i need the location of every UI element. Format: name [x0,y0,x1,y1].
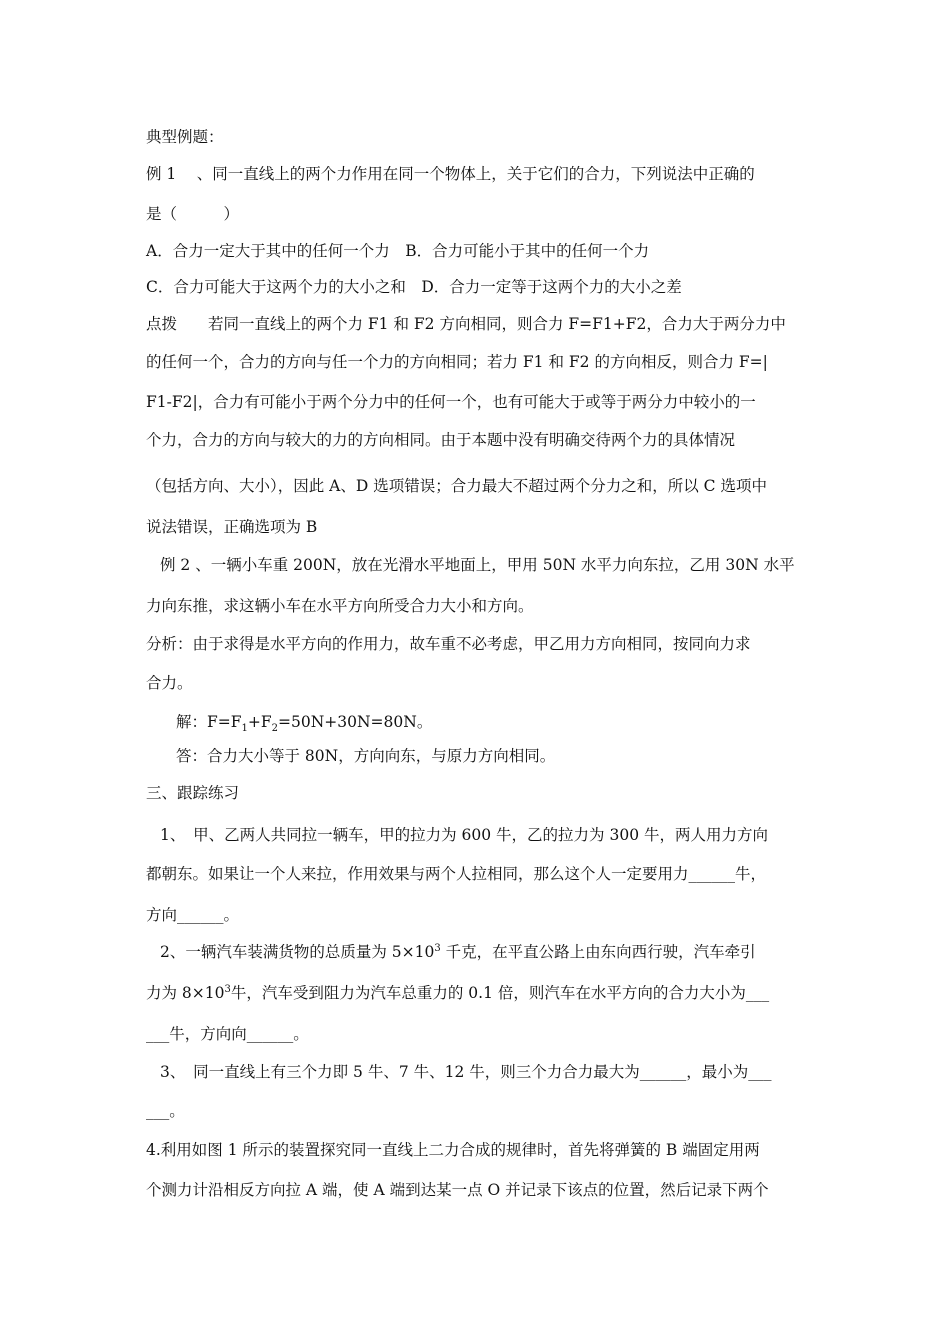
exercise3-line1: 3、 同一直线上有三个力即 5 牛、7 牛、12 牛，则三个力合力最大为______，最小为___ [160,1063,772,1081]
example2-analysis-line2: 合力。 [146,674,193,692]
subscript-2: 2 [271,723,278,735]
example1-hint-line4: 个力，合力的方向与较大的力的方向相同。由于本题中没有明确交待两个力的具体情况 [146,431,736,449]
exercise2-line3: ___牛，方向向______。 [146,1025,309,1043]
section3-heading: 三、跟踪练习 [146,784,240,802]
example2-question-line1: 例 2 、一辆小车重 200N，放在光滑水平地面上，甲用 50N 水平力向东拉，乙用 30N 水平 [160,556,795,574]
example2-answer: 答：合力大小等于 80N，方向向东，与原力方向相同。 [176,747,556,765]
exercise2-line2 [146,983,769,1003]
exercise1-line1: 1、 甲、乙两人共同拉一辆车，甲的拉力为 600 牛，乙的拉力为 300 牛，两人用力方向 [160,826,768,844]
example1-options-cd: C．合力可能大于这两个力的大小之和 D．合力一定等于这两个力的大小之差 [146,278,682,296]
example1-question-line2: 是（ ） [146,205,240,223]
exercise3-line2: ___。 [146,1102,185,1120]
subscript-1: 1 [241,723,248,735]
example1-question-line1: 例 1 、同一直线上的两个力作用在同一个物体上，关于它们的合力，下列说法中正确的 [146,165,755,183]
exercise2-line1 [160,942,756,962]
example1-options-ab: A．合力一定大于其中的任何一个力 B．合力可能小于其中的任何一个力 [146,242,650,260]
example1-hint-line2: 的任何一个，合力的方向与任一个力的方向相同；若力 F1 和 F2 的方向相反，则合力 F=| [146,353,768,371]
example2-question-line2: 力向东推，求这辆小车在水平方向所受合力大小和方向。 [146,597,534,615]
example1-hint-line5: （包括方向、大小），因此 A、D 选项错误；合力最大不超过两个分力之和，所以 C 选项中 [146,477,767,495]
exercise2-text-a: 2、一辆汽车装满货物的总质量为 5×10 [160,943,435,961]
solution-rest: =50N+30N=80N。 [278,713,433,731]
exercise2-text-d: 牛，汽车受到阻力为汽车总重力的 0.1 倍，则汽车在水平方向的合力大小为___ [230,984,770,1002]
example2-solution [176,712,433,735]
section-heading: 典型例题： [146,128,224,146]
exercise4-line1: 4.利用如图 1 所示的装置探究同一直线上二力合成的规律时，首先将弹簧的 B 端固定用两 [146,1141,760,1159]
exercise1-line3: 方向______。 [146,906,240,924]
example1-hint-line1: 点拨 若同一直线上的两个力 F1 和 F2 方向相同，则合力 F=F1+F2，合力大于两分力中 [146,315,786,333]
exponent-2: 3 [224,983,231,995]
exponent-1: 3 [434,942,441,954]
exercise1-line2: 都朝东。如果让一个人来拉，作用效果与两个人拉相同，那么这个人一定要用力______牛， [146,865,767,883]
exercise2-text-b: 千克，在平直公路上由东向西行驶，汽车牵引 [440,943,756,961]
exercise4-line2: 个测力计沿相反方向拉 A 端，使 A 端到达某一点 O 并记录下该点的位置，然后记录下两个 [146,1181,769,1199]
example1-hint-line6: 说法错误，正确选项为 B [146,518,318,536]
solution-prefix: 解：F=F [176,713,242,731]
solution-plus: +F [247,713,272,731]
example1-hint-line3: F1-F2|，合力有可能小于两个分力中的任何一个，也有可能大于或等于两分力中较小的一 [146,393,756,411]
example2-analysis-line1: 分析：由于求得是水平方向的作用力，故车重不必考虑，甲乙用力方向相同，按同向力求 [146,635,751,653]
exercise2-text-c: 力为 8×10 [146,984,225,1002]
